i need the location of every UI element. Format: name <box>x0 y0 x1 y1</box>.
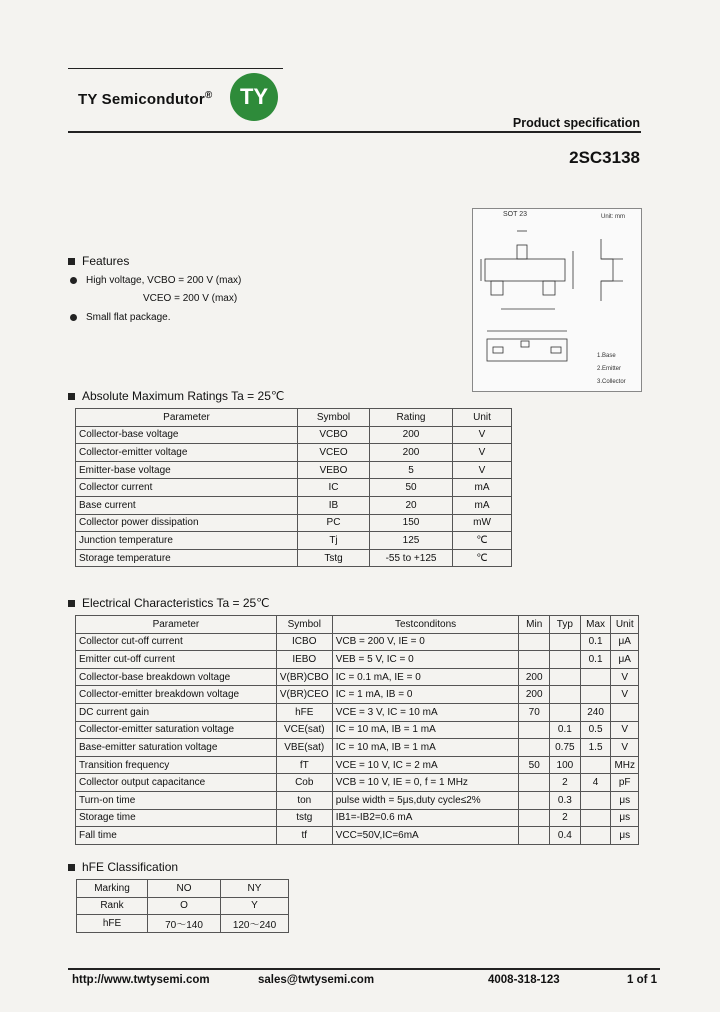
unit-cell: μs <box>611 827 639 845</box>
rating-cell: -55 to +125 <box>370 549 453 567</box>
table-row <box>76 461 512 479</box>
package-name: SOT 23 <box>503 211 527 218</box>
symbol-cell: V(BR)CBO <box>276 668 332 686</box>
abs-max-table <box>75 408 512 567</box>
symbol-cell: IC <box>298 479 370 497</box>
symbol-cell: ICBO <box>276 633 332 651</box>
table-row <box>77 880 289 898</box>
parameter-cell: Junction temperature <box>76 532 298 550</box>
table-row <box>77 915 289 933</box>
table-row <box>76 633 639 651</box>
table-row <box>76 809 639 827</box>
brand-name: TY Semicondutor® <box>78 90 213 108</box>
parameter-cell: Storage time <box>76 809 277 827</box>
rating-cell: 200 <box>370 444 453 462</box>
parameter-cell: Emitter cut-off current <box>76 651 277 669</box>
condition-cell: VCB = 200 V, IE = 0 <box>332 633 519 651</box>
max-cell: 4 <box>580 774 611 792</box>
table-row <box>76 827 639 845</box>
table-row <box>76 756 639 774</box>
parameter-cell: Fall time <box>76 827 277 845</box>
ty-logo: TY <box>230 73 278 121</box>
section-bullet-icon <box>68 258 75 265</box>
column-header: Unit <box>453 409 512 427</box>
unit-cell: μA <box>611 651 639 669</box>
max-cell: 0.1 <box>580 633 611 651</box>
bullet-icon <box>70 277 77 284</box>
symbol-cell: ton <box>276 791 332 809</box>
column-header: Typ <box>550 616 581 634</box>
value-cell: NO <box>148 880 221 898</box>
condition-cell: VEB = 5 V, IC = 0 <box>332 651 519 669</box>
typ-cell: 0.3 <box>550 791 581 809</box>
package-outline-drawing <box>472 208 642 392</box>
max-cell: 1.5 <box>580 739 611 757</box>
typ-cell <box>550 668 581 686</box>
min-cell <box>519 651 550 669</box>
parameter-cell: Collector output capacitance <box>76 774 277 792</box>
table-row <box>76 532 512 550</box>
unit-cell: V <box>611 668 639 686</box>
elec-char-table <box>75 615 639 845</box>
symbol-cell: tstg <box>276 809 332 827</box>
table-row <box>76 703 639 721</box>
parameter-cell: Collector-base breakdown voltage <box>76 668 277 686</box>
condition-cell: VCB = 10 V, IE = 0, f = 1 MHz <box>332 774 519 792</box>
column-header: Min <box>519 616 550 634</box>
table-row <box>76 479 512 497</box>
feature-item: Small flat package. <box>70 312 171 323</box>
unit-cell: V <box>453 444 512 462</box>
pin-2-label: 2.Emitter <box>597 366 622 372</box>
unit-cell: mA <box>453 479 512 497</box>
pin-3-label: 3.Collector <box>597 379 626 385</box>
rating-cell: 200 <box>370 426 453 444</box>
condition-cell: pulse width = 5μs,duty cycle≤2% <box>332 791 519 809</box>
symbol-cell: Tstg <box>298 549 370 567</box>
table-header-row <box>76 616 639 634</box>
typ-cell <box>550 651 581 669</box>
header-top-rule <box>68 68 283 69</box>
min-cell <box>519 633 550 651</box>
unit-cell: MHz <box>611 756 639 774</box>
table-row <box>76 514 512 532</box>
min-cell <box>519 739 550 757</box>
hfe-classification-table <box>76 879 289 933</box>
section-bullet-icon <box>68 393 75 400</box>
rating-cell: 125 <box>370 532 453 550</box>
parameter-cell: Transition frequency <box>76 756 277 774</box>
table-header-row <box>76 409 512 427</box>
unit-cell: μA <box>611 633 639 651</box>
condition-cell: IB1=-IB2=0.6 mA <box>332 809 519 827</box>
table-row <box>76 774 639 792</box>
table-row <box>76 496 512 514</box>
section-bullet-icon <box>68 600 75 607</box>
table-row <box>76 791 639 809</box>
unit-cell: V <box>453 461 512 479</box>
condition-cell: VCE = 10 V, IC = 2 mA <box>332 756 519 774</box>
symbol-cell: VCEO <box>298 444 370 462</box>
parameter-cell: Collector-emitter voltage <box>76 444 298 462</box>
value-cell: Y <box>221 897 289 915</box>
parameter-cell: Turn-on time <box>76 791 277 809</box>
column-header: Parameter <box>76 409 298 427</box>
condition-cell: IC = 10 mA, IB = 1 mA <box>332 721 519 739</box>
unit-cell: pF <box>611 774 639 792</box>
package-unit: Unit: mm <box>601 214 625 220</box>
footer-rule <box>68 968 660 970</box>
typ-cell <box>550 633 581 651</box>
part-number: 2SC3138 <box>569 148 640 167</box>
sot23-diagram <box>473 209 641 391</box>
table-row <box>76 721 639 739</box>
unit-cell: ℃ <box>453 532 512 550</box>
label-cell: hFE <box>77 915 148 933</box>
parameter-cell: Emitter-base voltage <box>76 461 298 479</box>
label-cell: Rank <box>77 897 148 915</box>
typ-cell: 100 <box>550 756 581 774</box>
column-header: Rating <box>370 409 453 427</box>
condition-cell: IC = 10 mA, IB = 1 mA <box>332 739 519 757</box>
symbol-cell: V(BR)CEO <box>276 686 332 704</box>
symbol-cell: fT <box>276 756 332 774</box>
section-bullet-icon <box>68 864 75 871</box>
max-cell <box>580 756 611 774</box>
bullet-icon <box>70 314 77 321</box>
value-cell: NY <box>221 880 289 898</box>
max-cell <box>580 791 611 809</box>
symbol-cell: Tj <box>298 532 370 550</box>
max-cell: 0.5 <box>580 721 611 739</box>
table-row <box>77 897 289 915</box>
table-row <box>76 686 639 704</box>
footer-phone: 4008-318-123 <box>488 974 560 986</box>
max-cell: 0.1 <box>580 651 611 669</box>
max-cell <box>580 809 611 827</box>
product-specification-label: Product specification <box>512 116 640 130</box>
footer-email-link[interactable]: sales@twtysemi.com <box>258 974 375 986</box>
header-rule <box>68 131 641 133</box>
max-cell <box>580 686 611 704</box>
feature-item: High voltage, VCBO = 200 V (max) <box>70 275 241 286</box>
parameter-cell: Collector current <box>76 479 298 497</box>
parameter-cell: Collector-emitter saturation voltage <box>76 721 277 739</box>
condition-cell: IC = 1 mA, IB = 0 <box>332 686 519 704</box>
unit-cell: mA <box>453 496 512 514</box>
typ-cell: 0.1 <box>550 721 581 739</box>
label-cell: Marking <box>77 880 148 898</box>
column-header: Testconditons <box>332 616 519 634</box>
symbol-cell: VCBO <box>298 426 370 444</box>
condition-cell: IC = 0.1 mA, IE = 0 <box>332 668 519 686</box>
column-header: Max <box>580 616 611 634</box>
symbol-cell: VCE(sat) <box>276 721 332 739</box>
footer-url-link[interactable]: http://www.twtysemi.com <box>72 974 210 986</box>
unit-cell: V <box>611 686 639 704</box>
parameter-cell: Collector power dissipation <box>76 514 298 532</box>
min-cell <box>519 827 550 845</box>
max-cell <box>580 668 611 686</box>
min-cell <box>519 774 550 792</box>
value-cell: O <box>148 897 221 915</box>
symbol-cell: VBE(sat) <box>276 739 332 757</box>
unit-cell: V <box>611 739 639 757</box>
unit-cell: V <box>453 426 512 444</box>
typ-cell: 2 <box>550 809 581 827</box>
table-row <box>76 444 512 462</box>
parameter-cell: Storage temperature <box>76 549 298 567</box>
symbol-cell: hFE <box>276 703 332 721</box>
unit-cell: ℃ <box>453 549 512 567</box>
symbol-cell: IB <box>298 496 370 514</box>
unit-cell: V <box>611 721 639 739</box>
value-cell: 70～140 <box>148 915 221 933</box>
typ-cell: 2 <box>550 774 581 792</box>
condition-cell: VCC=50V,IC=6mA <box>332 827 519 845</box>
feature-subitem: VCEO = 200 V (max) <box>143 293 238 304</box>
symbol-cell: IEBO <box>276 651 332 669</box>
hfe-classification-heading: hFE Classification <box>68 860 178 874</box>
min-cell <box>519 809 550 827</box>
elec-char-heading: Electrical Characteristics Ta = 25℃ <box>68 596 270 610</box>
symbol-cell: PC <box>298 514 370 532</box>
column-header: Symbol <box>276 616 332 634</box>
symbol-cell: tf <box>276 827 332 845</box>
column-header: Symbol <box>298 409 370 427</box>
table-row <box>76 426 512 444</box>
unit-cell: μs <box>611 809 639 827</box>
table-row <box>76 739 639 757</box>
symbol-cell: VEBO <box>298 461 370 479</box>
rating-cell: 50 <box>370 479 453 497</box>
rating-cell: 5 <box>370 461 453 479</box>
min-cell: 200 <box>519 686 550 704</box>
value-cell: 120～240 <box>221 915 289 933</box>
unit-cell: mW <box>453 514 512 532</box>
parameter-cell: Base-emitter saturation voltage <box>76 739 277 757</box>
typ-cell: 0.4 <box>550 827 581 845</box>
abs-max-heading: Absolute Maximum Ratings Ta = 25℃ <box>68 389 284 403</box>
features-heading: Features <box>68 254 129 268</box>
min-cell <box>519 791 550 809</box>
table-row <box>76 549 512 567</box>
column-header: Parameter <box>76 616 277 634</box>
table-row <box>76 668 639 686</box>
parameter-cell: Base current <box>76 496 298 514</box>
rating-cell: 20 <box>370 496 453 514</box>
table-row <box>76 651 639 669</box>
min-cell <box>519 721 550 739</box>
max-cell: 240 <box>580 703 611 721</box>
unit-cell <box>611 703 639 721</box>
min-cell: 200 <box>519 668 550 686</box>
parameter-cell: Collector-base voltage <box>76 426 298 444</box>
rating-cell: 150 <box>370 514 453 532</box>
parameter-cell: Collector cut-off current <box>76 633 277 651</box>
symbol-cell: Cob <box>276 774 332 792</box>
min-cell: 50 <box>519 756 550 774</box>
page-number: 1 of 1 <box>627 974 658 986</box>
max-cell <box>580 827 611 845</box>
typ-cell <box>550 686 581 704</box>
column-header: Unit <box>611 616 639 634</box>
unit-cell: μs <box>611 791 639 809</box>
parameter-cell: Collector-emitter breakdown voltage <box>76 686 277 704</box>
typ-cell: 0.75 <box>550 739 581 757</box>
parameter-cell: DC current gain <box>76 703 277 721</box>
typ-cell <box>550 703 581 721</box>
pin-1-label: 1.Base <box>597 353 616 359</box>
condition-cell: VCE = 3 V, IC = 10 mA <box>332 703 519 721</box>
min-cell: 70 <box>519 703 550 721</box>
